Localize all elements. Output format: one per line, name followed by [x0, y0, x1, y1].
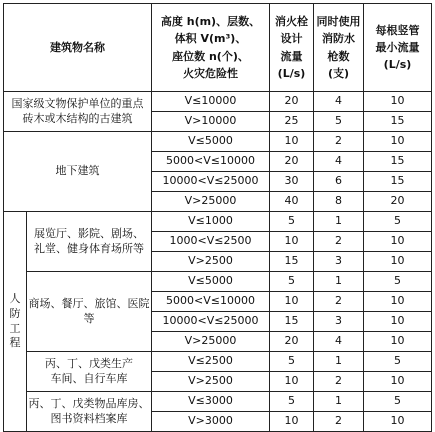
hydrant-flow-cell: 25 — [270, 112, 314, 132]
riser-flow-cell: 10 — [364, 252, 432, 272]
condition-cell: 10000<V≤25000 — [152, 172, 270, 192]
hydrant-flow-cell: 20 — [270, 92, 314, 112]
gun-count-cell: 1 — [314, 212, 364, 232]
gun-count-cell: 4 — [314, 332, 364, 352]
hydrant-flow-cell: 15 — [270, 312, 314, 332]
header-hydrant-flow: 消火栓 设计 流量 (L/s) — [270, 4, 314, 92]
hydrant-flow-cell: 10 — [270, 232, 314, 252]
gun-count-cell: 2 — [314, 232, 364, 252]
gun-count-cell: 5 — [314, 112, 364, 132]
gun-count-cell: 3 — [314, 252, 364, 272]
condition-cell: V>3000 — [152, 412, 270, 432]
condition-cell: V≤5000 — [152, 132, 270, 152]
civil-defense-label: 人 防 工 程 — [4, 212, 27, 432]
condition-cell: V≤3000 — [152, 392, 270, 412]
condition-cell: V≤2500 — [152, 352, 270, 372]
hydrant-flow-cell: 10 — [270, 372, 314, 392]
hydrant-flow-cell: 20 — [270, 152, 314, 172]
building-name-cell: 地下建筑 — [4, 132, 152, 212]
condition-cell: V≤5000 — [152, 272, 270, 292]
header-condition: 高度 h(m)、层数、 体积 V(m³)、 座位数 n(个)、 火灾危险性 — [152, 4, 270, 92]
riser-flow-cell: 5 — [364, 352, 432, 372]
table-row — [4, 272, 432, 292]
hydrant-flow-cell: 10 — [270, 412, 314, 432]
hydrant-flow-cell: 40 — [270, 192, 314, 212]
riser-flow-cell: 10 — [364, 332, 432, 352]
gun-count-cell: 2 — [314, 292, 364, 312]
gun-count-cell: 4 — [314, 152, 364, 172]
fire-hydrant-spec-table — [3, 3, 432, 432]
gun-count-cell: 8 — [314, 192, 364, 212]
riser-flow-cell: 5 — [364, 272, 432, 292]
riser-flow-cell: 5 — [364, 392, 432, 412]
hydrant-flow-cell: 10 — [270, 292, 314, 312]
riser-flow-cell: 20 — [364, 192, 432, 212]
riser-flow-cell: 10 — [364, 132, 432, 152]
gun-count-cell: 3 — [314, 312, 364, 332]
hydrant-flow-cell: 5 — [270, 392, 314, 412]
condition-cell: V>25000 — [152, 192, 270, 212]
riser-flow-cell: 15 — [364, 152, 432, 172]
condition-cell: V>25000 — [152, 332, 270, 352]
condition-cell: V>2500 — [152, 252, 270, 272]
riser-flow-cell: 10 — [364, 372, 432, 392]
hydrant-flow-cell: 10 — [270, 132, 314, 152]
building-name-cell: 国家级文物保护单位的重点 砖木或木结构的古建筑 — [4, 92, 152, 132]
gun-count-cell: 2 — [314, 412, 364, 432]
header-riser-min-flow: 每根竖管 最小流量 (L/s) — [364, 4, 432, 92]
hydrant-flow-cell: 20 — [270, 332, 314, 352]
header-gun-count: 同时使用 消防水 枪数 (支) — [314, 4, 364, 92]
table-row — [4, 392, 432, 412]
riser-flow-cell: 10 — [364, 292, 432, 312]
condition-cell: 10000<V≤25000 — [152, 312, 270, 332]
header-row — [4, 4, 432, 92]
hydrant-flow-cell: 5 — [270, 212, 314, 232]
gun-count-cell: 1 — [314, 392, 364, 412]
table-row — [4, 132, 432, 152]
riser-flow-cell: 15 — [364, 112, 432, 132]
gun-count-cell: 2 — [314, 132, 364, 152]
riser-flow-cell: 10 — [364, 412, 432, 432]
riser-flow-cell: 10 — [364, 232, 432, 252]
condition-cell: 5000<V≤10000 — [152, 152, 270, 172]
condition-cell: V≤10000 — [152, 92, 270, 112]
riser-flow-cell: 15 — [364, 172, 432, 192]
condition-cell: 5000<V≤10000 — [152, 292, 270, 312]
header-building-name: 建筑物名称 — [4, 4, 152, 92]
gun-count-cell: 4 — [314, 92, 364, 112]
building-name-cell: 商场、餐厅、旅馆、医院等 — [27, 272, 152, 352]
table-body — [4, 4, 432, 432]
condition-cell: V>2500 — [152, 372, 270, 392]
gun-count-cell: 1 — [314, 272, 364, 292]
condition-cell: 1000<V≤2500 — [152, 232, 270, 252]
gun-count-cell: 1 — [314, 352, 364, 372]
hydrant-flow-cell: 5 — [270, 272, 314, 292]
table-row — [4, 92, 432, 112]
riser-flow-cell: 5 — [364, 212, 432, 232]
condition-cell: V≤1000 — [152, 212, 270, 232]
condition-cell: V>10000 — [152, 112, 270, 132]
hydrant-flow-cell: 5 — [270, 352, 314, 372]
table-row — [4, 212, 432, 232]
riser-flow-cell: 10 — [364, 312, 432, 332]
building-name-cell: 展览厅、影院、剧场、 礼堂、健身体育场所等 — [27, 212, 152, 272]
hydrant-flow-cell: 30 — [270, 172, 314, 192]
building-name-cell: 丙、丁、戊类生产 车间、自行车库 — [27, 352, 152, 392]
table-row — [4, 352, 432, 372]
riser-flow-cell: 10 — [364, 92, 432, 112]
gun-count-cell: 2 — [314, 372, 364, 392]
hydrant-flow-cell: 15 — [270, 252, 314, 272]
gun-count-cell: 6 — [314, 172, 364, 192]
building-name-cell: 丙、丁、戊类物品库房、 图书资料档案库 — [27, 392, 152, 432]
